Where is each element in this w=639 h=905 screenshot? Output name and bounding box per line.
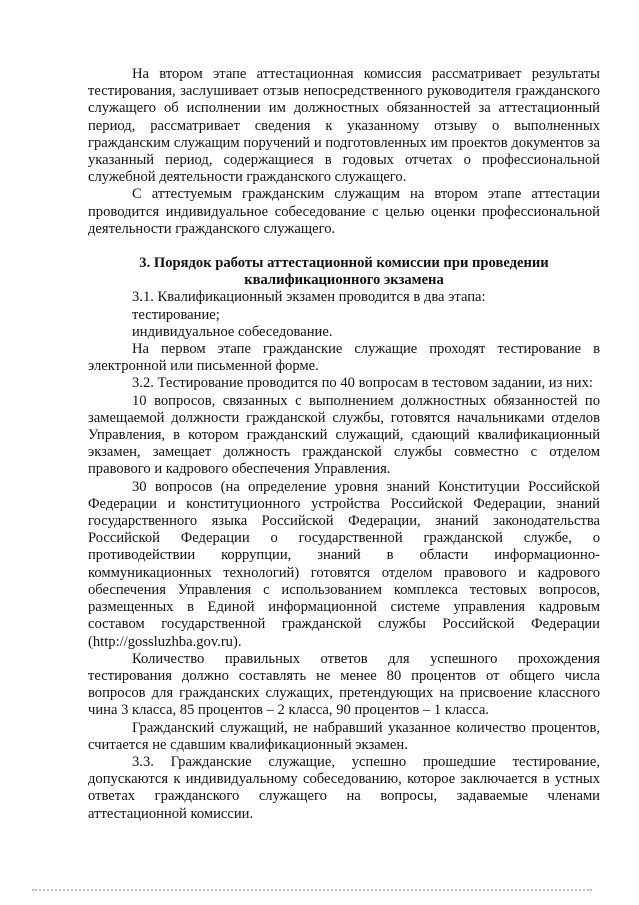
paragraph-second-stage-review: На втором этапе аттестационная комиссия рассматривает результаты тестирования, заслушивает отзыв непосредственного руководителя гражданского служащего об исполнении им должностных обязанностей за аттестационный период, рассматривает сведения к указанному отзыву о выполненных гражданским служащим поручений и подготовленных им проектов документов за указанный период, содержащиеся в годовых отчетах о профессиональной служебной деятельности гражданского служащего. — [88, 66, 600, 186]
scan-artifact-divider — [32, 889, 592, 895]
paragraph-3-1: 3.1. Квалификационный экзамен проводится в два этапа: — [132, 289, 486, 306]
paragraph-3-2: 3.2. Тестирование проводится по 40 вопросам в тестовом задании, из них: — [132, 375, 593, 392]
paragraph-failed-exam: Гражданский служащий, не набравший указанное количество процентов, считается не сдавшим квалификационный экзамен. — [88, 719, 600, 753]
list-item-testing: тестирование; — [132, 306, 220, 323]
paragraph-ten-questions: 10 вопросов, связанных с выполнением должностных обязанностей по замещаемой должности гражданской службы, готовятся начальниками отделов Управления, в котором гражданский служащий, сдающий квалификационный экзамен, замещает должность гражданской службы совместно с отделом правового и кадрового обеспечения Управления. — [88, 392, 600, 478]
document-body — [88, 66, 600, 823]
list-item-interview: индивидуальное собеседование. — [132, 323, 333, 340]
paragraph-thirty-questions: 30 вопросов (на определение уровня знаний Конституции Российской Федерации и конституционного устройства Российской Федерации, знаний государственного языка Российской Федерации, знаний законодательства Российской Федерации о государственной гражданской службе, о противодействии коррупции, знаний в области информационно-коммуникационных технологий) готовятся отделом правового и кадрового обеспечения Управления с использованием комплекса тестовых вопросов, размещенных в Единой информационной системе управления кадровым составом государственной гражданской службы Российской Федерации (http://gossluzhba.gov.ru). — [88, 478, 600, 650]
paragraph-second-stage-interview: С аттестуемым гражданским служащим на втором этапе аттестации проводится индивидуальное собеседование с целью оценки профессиональной деятельности гражданского служащего. — [88, 186, 600, 237]
section-heading: 3. Порядок работы аттестационной комиссии при проведении квалификационного экзамена — [139, 255, 549, 289]
paragraph-3-3: 3.3. Гражданские служащие, успешно прошедшие тестирование, допускаются к индивидуальному собеседованию, которое заключается в устных ответах гражданского служащего на вопросы, задаваемые членами аттестационной комиссии. — [88, 753, 600, 822]
paragraph-first-stage: На первом этапе гражданские служащие проходят тестирование в электронной или письменной форме. — [88, 341, 600, 375]
paragraph-correct-answers: Количество правильных ответов для успешного прохождения тестирования должно составлять не менее 80 процентов от общего числа вопросов для гражданских служащих, претендующих на присвоение классного чина 3 класса, 85 процентов – 2 класса, 90 процентов – 1 класса. — [88, 650, 600, 719]
